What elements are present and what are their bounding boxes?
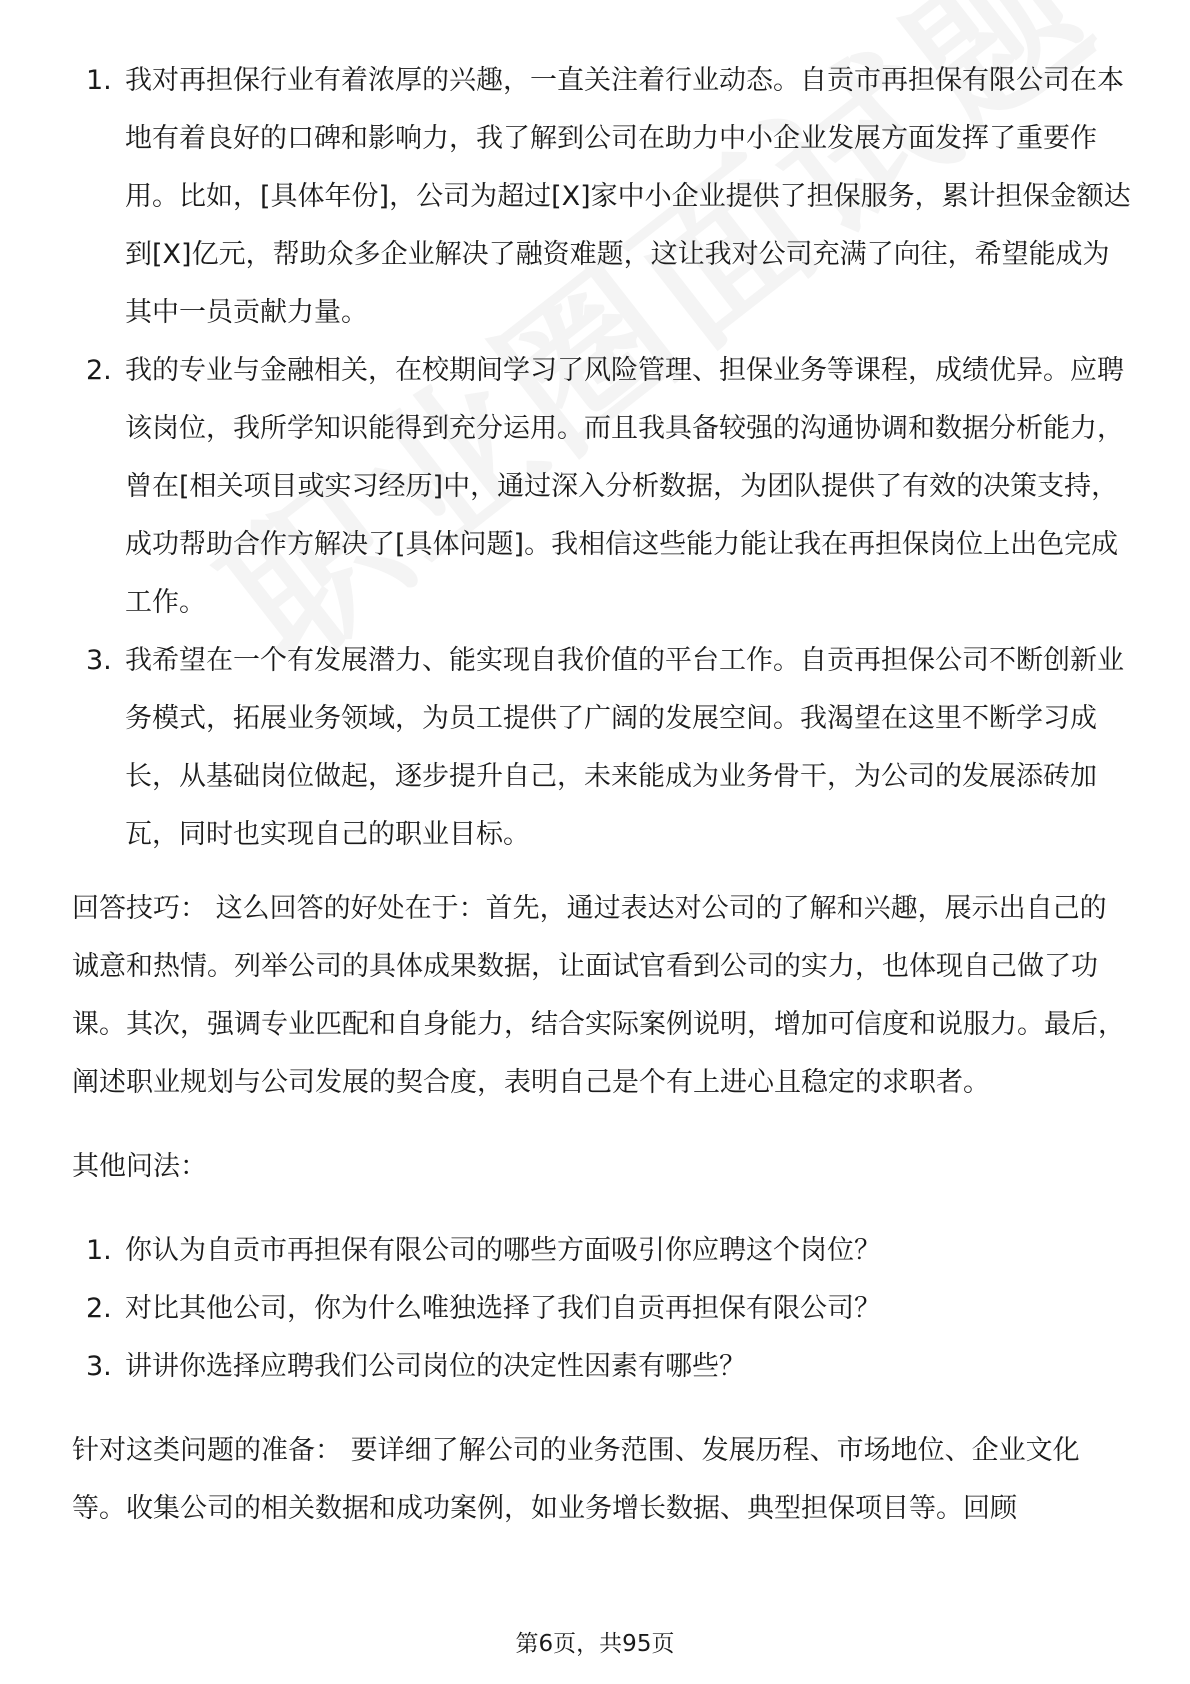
answer-tips-paragraph: 回答技巧： 这么回答的好处在于：首先，通过表达对公司的了解和兴趣，展示出自己的诚意和热情。列举公司的具体成果数据，让面试官看到公司的实力，也体现自己做了功课。其次，强调专业匹配和自身能力，结合实际案例说明，增加可信度和说服力。最后，阐述职业规划与公司发展的契合度，表明自己是个有上进心且稳定的求职者。 [72,893,1125,1098]
list-number: 1. [86,65,112,96]
list-item-text: 我希望在一个有发展潜力、能实现自我价值的平台工作。自贡再担保公司不断创新业务模式，拓展业务领域，为员工提供了广阔的发展空间。我渴望在这里不断学习成长，从基础岗位做起，逐步提升自己，未来能成为业务骨干，为公司的发展添砖加瓦，同时也实现自己的职业目标。 [125,645,1124,850]
list-item-text: 讲讲你选择应聘我们公司岗位的决定性因素有哪些？ [125,1351,746,1382]
list-number: 2. [86,355,112,386]
list-item [72,632,1132,864]
list-item-text: 我的专业与金融相关，在校期间学习了风险管理、担保业务等课程，成绩优异。应聘该岗位，我所学知识能得到充分运用。而且我具备较强的沟通协调和数据分析能力，曾在[相关项目或实习经历]中，通过深入分析数据，为团队提供了有效的决策支持，成功帮助合作方解决了[具体问题]。我相信这些能力能让我在再担保岗位上出色完成工作。 [125,355,1124,618]
list-item [72,342,1132,632]
list-number: 3. [86,1351,112,1382]
list-item [72,1338,1132,1396]
list-number: 2. [86,1293,112,1324]
document-body [72,52,1132,1538]
list-item [72,1222,1132,1280]
list-item [72,1280,1132,1338]
other-questions-heading: 其他问法： [72,1151,207,1182]
list-item-text: 你认为自贡市再担保有限公司的哪些方面吸引你应聘这个岗位？ [125,1235,881,1266]
list-item-text: 对比其他公司，你为什么唯独选择了我们自贡再担保有限公司？ [125,1293,881,1324]
other-questions-list [72,1222,1132,1396]
preparation-paragraph: 针对这类问题的准备： 要详细了解公司的业务范围、发展历程、市场地位、企业文化等。收集公司的相关数据和成功案例，如业务增长数据、典型担保项目等。回顾 [72,1435,1080,1524]
list-number: 3. [86,645,112,676]
list-item-text: 我对再担保行业有着浓厚的兴趣，一直关注着行业动态。自贡市再担保有限公司在本地有着良好的口碑和影响力，我了解到公司在助力中小企业发展方面发挥了重要作用。比如，[具体年份]，公司为超过[X]家中小企业提供了担保服务，累计担保金额达到[X]亿元，帮助众多企业解决了融资难题，这让我对公司充满了向往，希望能成为其中一员贡献力量。 [125,65,1131,328]
list-item [72,52,1132,342]
list-number: 1. [86,1235,112,1266]
page-footer: 第6页，共95页 [515,1631,675,1657]
answer-list [72,52,1132,864]
